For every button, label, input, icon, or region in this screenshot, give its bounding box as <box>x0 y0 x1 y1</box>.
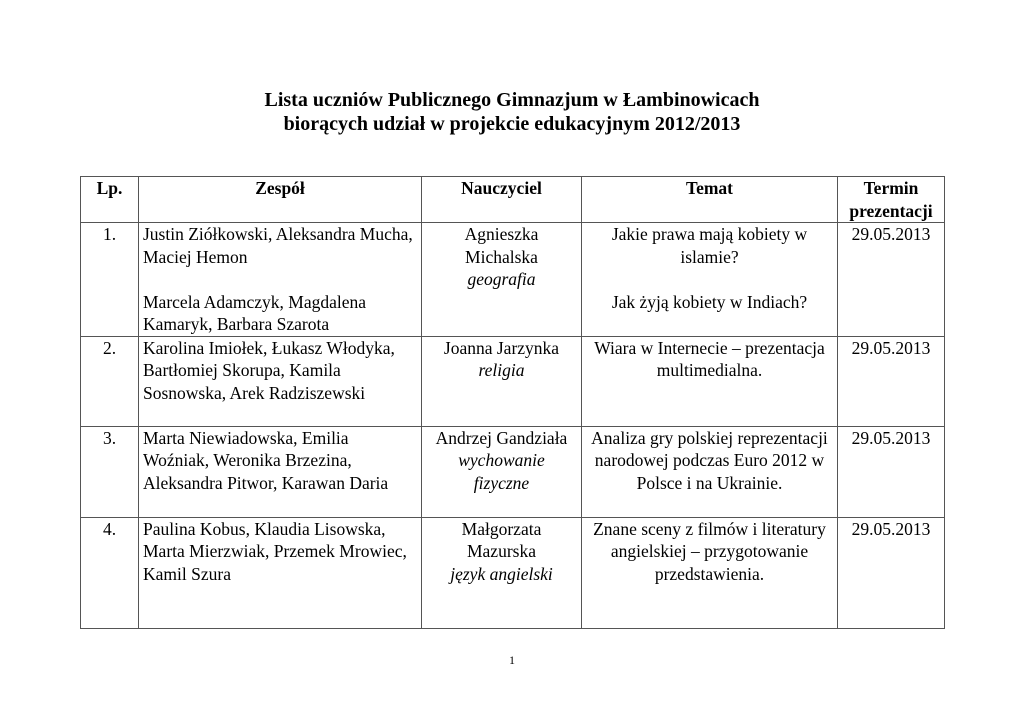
header-term-line1: Termin <box>863 178 919 198</box>
presentation-date: 29.05.2013 <box>838 223 945 337</box>
team-cell: Marta Niewiadowska, Emilia Woźniak, Weronika Brzezina, Aleksandra Pitwor, Karawan Daria <box>139 426 422 517</box>
header-topic: Temat <box>582 177 838 223</box>
team-group-b: Marcela Adamczyk, Magdalena Kamaryk, Barbara Szarota <box>143 291 367 334</box>
teacher-cell <box>422 426 582 517</box>
topic-cell: Znane sceny z filmów i literatury angielskiej – przygotowanie przedstawienia. <box>582 517 838 628</box>
header-term-line2: prezentacji <box>849 200 933 221</box>
teacher-name-line2: Michalska <box>465 246 538 267</box>
teacher-subject: język angielski <box>450 563 553 584</box>
header-team: Zespół <box>139 177 422 223</box>
topic-a: Jakie prawa mają kobiety w islamie? <box>611 224 808 267</box>
team-cell <box>139 223 422 337</box>
teacher-name-line1: Małgorzata <box>461 518 542 539</box>
team-cell: Paulina Kobus, Klaudia Lisowska, Marta Mierzwiak, Przemek Mrowiec, Kamil Szura <box>139 517 422 628</box>
topic-gap <box>586 268 833 291</box>
presentation-date: 29.05.2013 <box>838 336 945 426</box>
teacher-cell <box>422 517 582 628</box>
teacher-cell <box>422 336 582 426</box>
teacher-subject: geografia <box>467 269 536 289</box>
teacher-cell <box>422 223 582 337</box>
table-row <box>81 517 945 628</box>
row-number: 3. <box>81 426 139 517</box>
teacher-subject-line2: fizyczne <box>473 472 530 493</box>
table-header-row <box>81 177 945 223</box>
teacher-name-line2: Mazurska <box>466 541 536 561</box>
topic-cell: Analiza gry polskiej reprezentacji narodowej podczas Euro 2012 w Polsce i na Ukrainie. <box>582 426 838 517</box>
topic-cell: Wiara w Internecie – prezentacja multimedialna. <box>582 336 838 426</box>
participants-table <box>80 176 945 629</box>
row-number: 4. <box>81 517 139 628</box>
team-group-a: Justin Ziółkowski, Aleksandra Mucha, Maciej Hemon <box>143 224 413 267</box>
row-number: 2. <box>81 336 139 426</box>
topic-b: Jak żyją kobiety w Indiach? <box>611 291 808 312</box>
team-cell: Karolina Imiołek, Łukasz Włodyka, Bartłomiej Skorupa, Kamila Sosnowska, Arek Radziszewski <box>139 336 422 426</box>
presentation-date: 29.05.2013 <box>838 426 945 517</box>
topic-cell <box>582 223 838 337</box>
page-number: 1 <box>509 653 515 667</box>
teacher-subject-line1: wychowanie <box>458 450 545 470</box>
presentation-date: 29.05.2013 <box>838 517 945 628</box>
document-title-line2: biorących udział w projekcie edukacyjnym 2012/2013 <box>283 113 741 135</box>
header-term <box>838 177 945 223</box>
team-group-gap <box>143 268 417 291</box>
teacher-name-line1: Andrzej Gandziała <box>435 427 568 448</box>
table-row <box>81 223 945 337</box>
teacher-subject: religia <box>478 360 525 380</box>
document-title-line1: Lista uczniów Publicznego Gimnazjum w Łambinowicach <box>264 89 760 111</box>
teacher-name-line1: Agnieszka <box>464 224 539 244</box>
header-lp: Lp. <box>81 177 139 223</box>
table-row <box>81 426 945 517</box>
row-number: 1. <box>81 223 139 337</box>
header-teacher: Nauczyciel <box>422 177 582 223</box>
table-row <box>81 336 945 426</box>
teacher-name-line1: Joanna Jarzynka <box>443 337 560 358</box>
